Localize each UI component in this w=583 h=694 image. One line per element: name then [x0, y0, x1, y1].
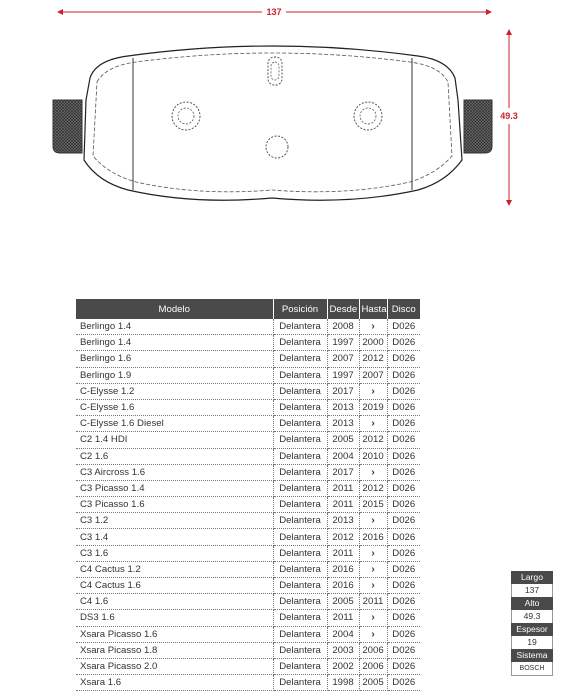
table-row — [76, 383, 420, 399]
cell-to: › — [359, 610, 387, 626]
cell-from: 2005 — [327, 432, 359, 448]
cell-disc: D026 — [387, 399, 420, 415]
cell-position: Delantera — [273, 610, 327, 626]
cell-model: C4 Cactus 1.6 — [76, 578, 273, 594]
cell-position: Delantera — [273, 513, 327, 529]
cell-to: 2006 — [359, 658, 387, 674]
cell-position: Delantera — [273, 578, 327, 594]
cell-model: C4 1.6 — [76, 594, 273, 610]
cell-model: C-Elysse 1.2 — [76, 383, 273, 399]
cell-from: 2012 — [327, 529, 359, 545]
cell-position: Delantera — [273, 367, 327, 383]
cell-model: C-Elysse 1.6 — [76, 399, 273, 415]
cell-to: › — [359, 319, 387, 335]
cell-model: Xsara 1.6 — [76, 675, 273, 691]
left-ear — [53, 100, 82, 153]
cell-model: C2 1.4 HDI — [76, 432, 273, 448]
header-to: Hasta — [359, 299, 387, 319]
cell-disc: D026 — [387, 351, 420, 367]
cell-to: 2012 — [359, 432, 387, 448]
cell-to: 2012 — [359, 480, 387, 496]
table-row — [76, 448, 420, 464]
cell-to: 2007 — [359, 367, 387, 383]
header-model: Modelo — [76, 299, 273, 319]
cell-model: C3 Picasso 1.6 — [76, 497, 273, 513]
application-table — [76, 299, 420, 691]
cell-model: Berlingo 1.9 — [76, 367, 273, 383]
cell-disc: D026 — [387, 626, 420, 642]
spec-length-value: 137 — [511, 584, 553, 597]
table-row — [76, 529, 420, 545]
cell-from: 2007 — [327, 351, 359, 367]
cell-disc: D026 — [387, 578, 420, 594]
cell-disc: D026 — [387, 561, 420, 577]
spec-height-label: Alto — [511, 597, 553, 610]
spec-height-value: 49.3 — [511, 610, 553, 623]
table-row — [76, 335, 420, 351]
table-row — [76, 658, 420, 674]
cell-position: Delantera — [273, 432, 327, 448]
cell-disc: D026 — [387, 545, 420, 561]
height-label: 49.3 — [500, 111, 518, 121]
cell-from: 2004 — [327, 626, 359, 642]
cell-from: 2013 — [327, 513, 359, 529]
cell-position: Delantera — [273, 448, 327, 464]
cell-position: Delantera — [273, 464, 327, 480]
cell-from: 2016 — [327, 561, 359, 577]
cell-from: 1997 — [327, 335, 359, 351]
cell-disc: D026 — [387, 642, 420, 658]
cell-disc: D026 — [387, 448, 420, 464]
cell-disc: D026 — [387, 658, 420, 674]
cell-disc: D026 — [387, 480, 420, 496]
cell-from: 2004 — [327, 448, 359, 464]
cell-from: 2016 — [327, 578, 359, 594]
cell-position: Delantera — [273, 351, 327, 367]
table-row — [76, 351, 420, 367]
table-row — [76, 578, 420, 594]
cell-position: Delantera — [273, 561, 327, 577]
cell-to: 2006 — [359, 642, 387, 658]
cell-from: 2011 — [327, 545, 359, 561]
cell-to: 2011 — [359, 594, 387, 610]
table-row — [76, 513, 420, 529]
cell-model: C4 Cactus 1.2 — [76, 561, 273, 577]
cell-model: Berlingo 1.4 — [76, 319, 273, 335]
cell-position: Delantera — [273, 658, 327, 674]
specs-box — [511, 571, 553, 676]
table-row — [76, 319, 420, 335]
cell-from: 2017 — [327, 464, 359, 480]
table-row — [76, 497, 420, 513]
cell-position: Delantera — [273, 335, 327, 351]
cell-disc: D026 — [387, 367, 420, 383]
table-body — [76, 319, 420, 691]
cell-to: 2010 — [359, 448, 387, 464]
cell-disc: D026 — [387, 497, 420, 513]
table-row — [76, 416, 420, 432]
cell-to: › — [359, 545, 387, 561]
cell-model: DS3 1.6 — [76, 610, 273, 626]
cell-model: Xsara Picasso 2.0 — [76, 658, 273, 674]
cell-model: C3 Picasso 1.4 — [76, 480, 273, 496]
cell-disc: D026 — [387, 610, 420, 626]
cell-to: 2012 — [359, 351, 387, 367]
cell-to: › — [359, 383, 387, 399]
table-row — [76, 399, 420, 415]
table-row — [76, 480, 420, 496]
width-label: 137 — [266, 7, 282, 17]
width-dimension — [58, 7, 491, 17]
spec-system-label: Sistema — [511, 649, 553, 662]
cell-to: › — [359, 513, 387, 529]
header-from: Desde — [327, 299, 359, 319]
cell-to: › — [359, 561, 387, 577]
cell-position: Delantera — [273, 383, 327, 399]
spec-length-label: Largo — [511, 571, 553, 584]
cell-position: Delantera — [273, 497, 327, 513]
cell-from: 2017 — [327, 383, 359, 399]
cell-disc: D026 — [387, 335, 420, 351]
cell-disc: D026 — [387, 383, 420, 399]
cell-position: Delantera — [273, 480, 327, 496]
header-disc: Disco — [387, 299, 420, 319]
cell-from: 2013 — [327, 399, 359, 415]
cell-disc: D026 — [387, 464, 420, 480]
cell-disc: D026 — [387, 513, 420, 529]
cell-from: 2005 — [327, 594, 359, 610]
spec-thickness-value: 19 — [511, 636, 553, 649]
pad-outline — [84, 46, 462, 200]
cell-disc: D026 — [387, 675, 420, 691]
table-row — [76, 432, 420, 448]
table-row — [76, 561, 420, 577]
cell-to: 2016 — [359, 529, 387, 545]
cell-to: › — [359, 464, 387, 480]
cell-model: C3 1.2 — [76, 513, 273, 529]
table-row — [76, 367, 420, 383]
table-row — [76, 545, 420, 561]
cell-disc: D026 — [387, 319, 420, 335]
cell-to: › — [359, 578, 387, 594]
cell-to: 2015 — [359, 497, 387, 513]
cell-from: 2011 — [327, 610, 359, 626]
cell-from: 2008 — [327, 319, 359, 335]
cell-to: 2000 — [359, 335, 387, 351]
cell-position: Delantera — [273, 642, 327, 658]
cell-disc: D026 — [387, 416, 420, 432]
table-header-row — [76, 299, 420, 319]
cell-model: C3 1.6 — [76, 545, 273, 561]
brake-pad-drawing — [0, 0, 583, 240]
cell-from: 2002 — [327, 658, 359, 674]
cell-model: C3 Aircross 1.6 — [76, 464, 273, 480]
cell-from: 2003 — [327, 642, 359, 658]
spec-system-value: BOSCH — [511, 662, 553, 676]
cell-position: Delantera — [273, 594, 327, 610]
cell-position: Delantera — [273, 675, 327, 691]
cell-position: Delantera — [273, 416, 327, 432]
cell-from: 1997 — [327, 367, 359, 383]
cell-model: Xsara Picasso 1.6 — [76, 626, 273, 642]
table-row — [76, 642, 420, 658]
cell-from: 2011 — [327, 497, 359, 513]
cell-position: Delantera — [273, 399, 327, 415]
cell-disc: D026 — [387, 529, 420, 545]
cell-position: Delantera — [273, 545, 327, 561]
height-dimension — [500, 30, 518, 205]
cell-from: 1998 — [327, 675, 359, 691]
spec-thickness-label: Espesor — [511, 623, 553, 636]
table-row — [76, 675, 420, 691]
cell-to: › — [359, 416, 387, 432]
right-ear — [464, 100, 492, 153]
table-row — [76, 594, 420, 610]
cell-from: 2013 — [327, 416, 359, 432]
cell-to: › — [359, 626, 387, 642]
cell-disc: D026 — [387, 432, 420, 448]
cell-model: C2 1.6 — [76, 448, 273, 464]
table-row — [76, 626, 420, 642]
cell-disc: D026 — [387, 594, 420, 610]
cell-position: Delantera — [273, 319, 327, 335]
cell-model: C-Elysse 1.6 Diesel — [76, 416, 273, 432]
cell-position: Delantera — [273, 529, 327, 545]
table-row — [76, 610, 420, 626]
header-position: Posición — [273, 299, 327, 319]
cell-to: 2019 — [359, 399, 387, 415]
cell-position: Delantera — [273, 626, 327, 642]
cell-from: 2011 — [327, 480, 359, 496]
cell-model: Berlingo 1.4 — [76, 335, 273, 351]
cell-model: Xsara Picasso 1.8 — [76, 642, 273, 658]
cell-model: Berlingo 1.6 — [76, 351, 273, 367]
cell-to: 2005 — [359, 675, 387, 691]
cell-model: C3 1.4 — [76, 529, 273, 545]
table-row — [76, 464, 420, 480]
